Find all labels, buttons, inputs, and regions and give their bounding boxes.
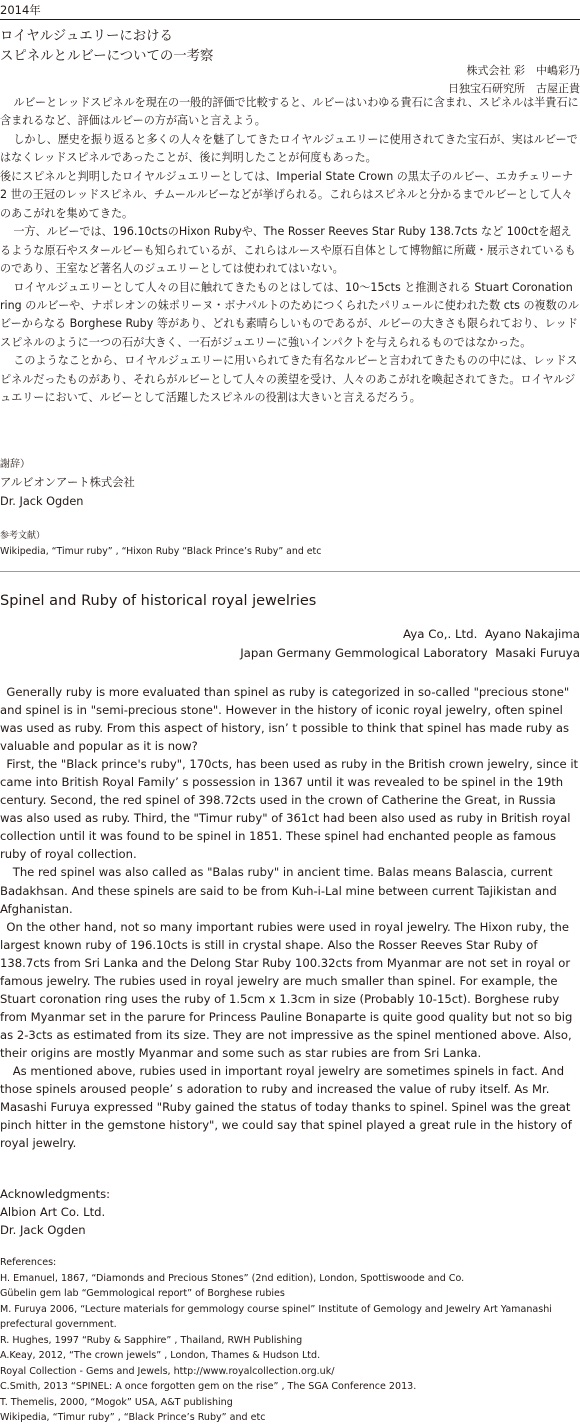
en-ref-line: Wikipedia, “Timur ruby” , “Black Prince’s Ruby” and etc: [0, 1410, 580, 1426]
jp-author-line: 日独宝石研究所 古屋正貴: [448, 80, 580, 96]
jp-title: [0, 27, 213, 67]
jp-acknowledgments: [0, 456, 135, 511]
jp-paragraph: しかし、歴史を振り返ると多くの人々を魅了してきたロイヤルジュエリーに使用されてきた宝石が、実はルビーではなくレッドスピネルであったことが、後に判明したことが何度もあった。: [0, 131, 580, 168]
en-ref-heading: References:: [0, 1255, 580, 1271]
en-ack-line: Albion Art Co. Ltd.: [0, 1203, 110, 1221]
jp-ack-line: アルビオンアート株式会社: [0, 474, 135, 492]
en-ref-line: C.Smith, 2013 “SPINEL: A once forgotten gem on the rise” , The SGA Conference 2013.: [0, 1379, 580, 1395]
jp-body: [0, 94, 580, 408]
jp-ref-line: Wikipedia, “Timur ruby” , “Hixon Ruby “Black Prince’s Ruby” and etc: [0, 544, 321, 559]
en-ref-line: T. Themelis, 2000, “Mogok” USA, A&T publishing: [0, 1395, 580, 1411]
jp-paragraph: ロイヤルジュエリーとして人々の目に触れてきたものとはしては、10〜15cts と推測される Stuart Coronation ring のルビーや、ナポレオンの妹ポリーヌ・ボナパルトのためにつくられたパリュールに使われた数 cts の複数のルビーからなる Borghese Ruby 等があり、どれも素晴らしいものであるが、ルビーの大きさも限られており、レッドスピネルのように一つの石が大きく、一石がジュエリーに強いインパクトを与えられるものではなかった。: [0, 279, 580, 353]
jp-paragraph: ルビーとレッドスピネルを現在の一般的評価で比較すると、ルビーはいわゆる貴石に含まれ、スピネルは半貴石に含まれるなど、評価はルビーの方が高いと言えよう。: [0, 94, 580, 131]
en-paragraph: As mentioned above, rubies used in important royal jewelry are sometimes spinels in fact. And those spinels aroused people’ s adoration to ruby and increased the value of ruby itself. As Mr. Masashi Furuya expressed "Ruby gained the status of today thanks to spinel. Spinel was the great pinch hitter in the gemstone history", we could say that spinel played a great rule in the history of royal jewelry.: [0, 1062, 580, 1152]
header-rule: [0, 19, 580, 20]
en-ref-line: Gübelin gem lab “Gemmological report” of Borghese rubies: [0, 1286, 580, 1302]
section-divider: [0, 571, 580, 572]
en-acknowledgments: [0, 1185, 110, 1239]
jp-references: [0, 529, 321, 559]
en-body: [0, 683, 580, 1152]
en-ack-heading: Acknowledgments:: [0, 1185, 110, 1203]
jp-paragraph: このようなことから、ロイヤルジュエリーに用いられてきた有名なルビーと言われてきたものの中には、レッドスピネルだったものがあり、それらがルビーとして人々の羨望を受け、人々のあこがれを喚起されてきた。ロイヤルジュエリーにおいて、ルビーとして活躍したスピネルの役割は大きいと言えるだろう。: [0, 352, 580, 407]
jp-ack-line: Dr. Jack Ogden: [0, 493, 135, 511]
jp-title-line: ロイヤルジュエリーにおける: [0, 27, 213, 47]
en-ref-line: prefectural government.: [0, 1317, 580, 1333]
en-ref-line: M. Furuya 2006, “Lecture materials for gemmology course spinel” Institute of Gemology and Jewelry Art Yamanashi: [0, 1302, 580, 1318]
en-author-line: Japan Germany Gemmological Laboratory Masaki Furuya: [240, 646, 580, 660]
en-author-line: Aya Co,. Ltd. Ayano Nakajima: [403, 627, 580, 641]
jp-ack-heading: 謝辞）: [0, 456, 135, 474]
year-label: 2014年: [0, 2, 41, 18]
en-ref-line: R. Hughes, 1997 “Ruby & Sapphire” , Thailand, RWH Publishing: [0, 1333, 580, 1349]
en-title: Spinel and Ruby of historical royal jewelries: [0, 593, 316, 609]
en-ref-line: Royal Collection - Gems and Jewels, http://www.royalcollection.org.uk/: [0, 1364, 580, 1380]
jp-paragraph: 後にスピネルと判明したロイヤルジュエリーとしては、Imperial State Crown の黒太子のルビー、エカチェリーナ 2 世の王冠のレッドスピネル、チムールルビーなどが挙げられる。これらはスピネルと分かるまでルビーとして人々のあこがれを集めてきた。: [0, 168, 580, 223]
jp-title-line: スピネルとルビーについての一考察: [0, 47, 213, 67]
en-paragraph: On the other hand, not so many important rubies were used in royal jewelry. The Hixon ruby, the largest known ruby of 196.10cts is still in crystal shape. Also the Rosser Reeves Star Ruby of 138.7cts from Sri Lanka and the Delong Star Ruby 100.32cts from Myanmar are not set in royal or famous jewelry. The rubies used in royal jewelry are much smaller than spinel. For example, the Stuart coronation ring uses the ruby of 1.5cm x 1.3cm in size (Probably 10-15ct). Borghese ruby from Myanmar set in the parure for Princess Pauline Bonaparte is quite good quality but not so big as 2-3cts as estimated from its size. They are not impressive as the spinel mentioned above. Also, their origins are mostly Myanmar and some such as star rubies are from Sri Lanka.: [0, 918, 580, 1062]
en-ref-line: A.Keay, 2012, “The crown jewels” , London, Thames & Hudson Ltd.: [0, 1348, 580, 1364]
en-ref-line: H. Emanuel, 1867, “Diamonds and Precious Stones” (2nd edition), London, Spottiswoode and Co.: [0, 1271, 580, 1287]
en-ack-line: Dr. Jack Ogden: [0, 1221, 110, 1239]
en-paragraph: Generally ruby is more evaluated than spinel as ruby is categorized in so-called "precious stone" and spinel is in "semi-precious stone". However in the history of iconic royal jewelry, often spinel was used as ruby. From this aspect of history, isn’ t possible to think that spinel has made ruby as valuable and popular as it is now?: [0, 683, 580, 755]
en-paragraph: The red spinel was also called as "Balas ruby" in ancient time. Balas means Balascia, current Badakhsan. And these spinels are said to be from Kuh-i-Lal mine between current Tajikistan and Afghanistan.: [0, 863, 580, 917]
en-paragraph: First, the "Black prince's ruby", 170cts, has been used as ruby in the British crown jewelry, since it came into British Royal Family’ s possession in 1367 until it was revealed to be spinel in the 19th century. Second, the red spinel of 398.72cts used in the crown of Catherine the Great, in Russia was also used as ruby. Third, the "Timur ruby" of 361ct had been also used as ruby in British royal collection until it was found to be spinel in 1851. These spinel had enchanted people as famous ruby of royal collection.: [0, 755, 580, 863]
jp-author-line: 株式会社 彩 中嶋彩乃: [467, 62, 580, 78]
en-references: [0, 1255, 580, 1426]
jp-paragraph: 一方、ルビーでは、196.10ctsのHixon Rubyや、The Rosser Reeves Star Ruby 138.7cts など 100ctを超えるような原石やスタールビーも知られているが、これらはルースや原石自体として博物館に所蔵・展示されているものであり、王室など著名人のジュエリーとしては使われてはいない。: [0, 223, 580, 278]
jp-ref-heading: 参考文献）: [0, 529, 321, 544]
